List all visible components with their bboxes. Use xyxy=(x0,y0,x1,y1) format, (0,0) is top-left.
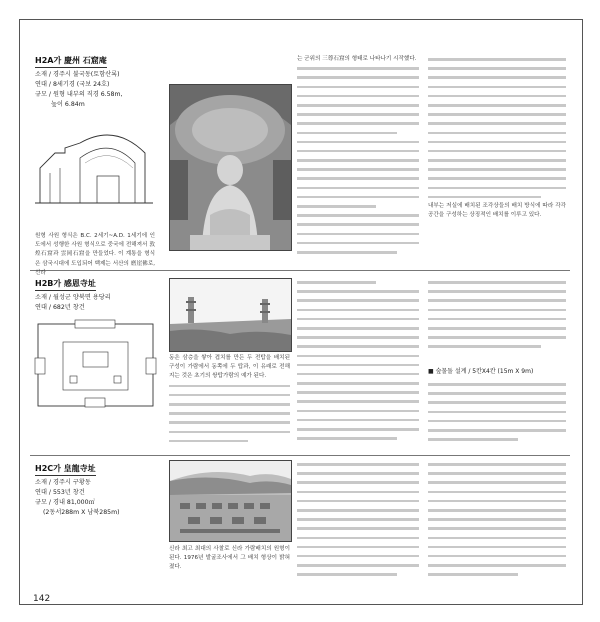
section-a-drawing xyxy=(35,118,155,218)
section-b-photo xyxy=(169,278,292,352)
section-b-header xyxy=(35,278,96,291)
section-title: 感恩寺址 xyxy=(63,279,96,288)
section-divider xyxy=(30,455,570,456)
section-c-body-right xyxy=(428,460,566,585)
section-divider xyxy=(30,270,570,271)
section-code: H2A가 xyxy=(35,56,62,65)
section-c-body-left: 신라 최고 최대의 사찰로 신라 가람배치의 원형이 된다. 1976년 발굴조사에서 그 배치 형상이 밝혀졌다. xyxy=(169,546,290,571)
section-b-body-right xyxy=(428,278,566,362)
section-code: H2C가 xyxy=(35,464,61,473)
section-b-body-mid xyxy=(297,278,419,450)
section-b-meta: 소재 / 월성군 양북면 용당리 연대 / 682년 창건 xyxy=(35,294,111,311)
section-c-meta: 소재 / 경주시 구황동 연대 / 553년 창건 규모 / 경내 81,000㎡ (2동서288m X 남북285m) xyxy=(35,479,120,516)
section-code: H2B가 xyxy=(35,279,62,288)
section-b-caption: ■ 숲물돌 설계 / 5칸X4칸 (15m X 9m) xyxy=(428,368,534,375)
section-a-header xyxy=(35,55,107,68)
section-b-body-left: 동은 삼층을 쌓아 겹치를 만든 두 전탑을 배치된 구성이 가람에서 동쪽에 두 탑과, 이 유래로 전해지는 것은 초기의 쌍탑가람의 예가 된다. xyxy=(169,354,290,450)
section-a-body-left: 원형 사원 형식은 B.C. 2세기~A.D. 1세기에 인도에서 성행한 사원 형식으로 중국에 전해져서 敦煌石窟과 雲岡石窟을 만들었다. 이 계통을 형식은 삼국시대에 도입되어 백제는 서산의 磨崖佛로, 신라 xyxy=(35,233,155,276)
section-title: 慶州 石窟庵 xyxy=(63,56,107,65)
section-c-photo xyxy=(169,460,292,542)
section-title: 皇龍寺址 xyxy=(63,464,96,473)
section-b-body-right-2 xyxy=(428,380,566,450)
section-a-body-mid: 는 군위의 三尊石窟의 형태로 나타나기 시작했다. xyxy=(297,55,419,265)
section-a-body-right: 내부는 저실에 배치된 조각상들의 배치 방식에 따라 각각 공간을 구성하는 상징적인 배치를 이루고 있다. xyxy=(428,55,566,265)
section-c-body-mid xyxy=(297,460,419,585)
section-c-header xyxy=(35,463,96,476)
section-a-photo xyxy=(169,84,292,251)
page-number: 142 xyxy=(33,594,51,604)
section-b-plan-drawing xyxy=(35,318,157,413)
section-a-meta: 소재 / 경주시 불국동(토함산록) 연대 / 8세기경 (국보 24호) 규모 / 원형 내부의 직경 6.58m, 높이 6.84m xyxy=(35,71,123,108)
